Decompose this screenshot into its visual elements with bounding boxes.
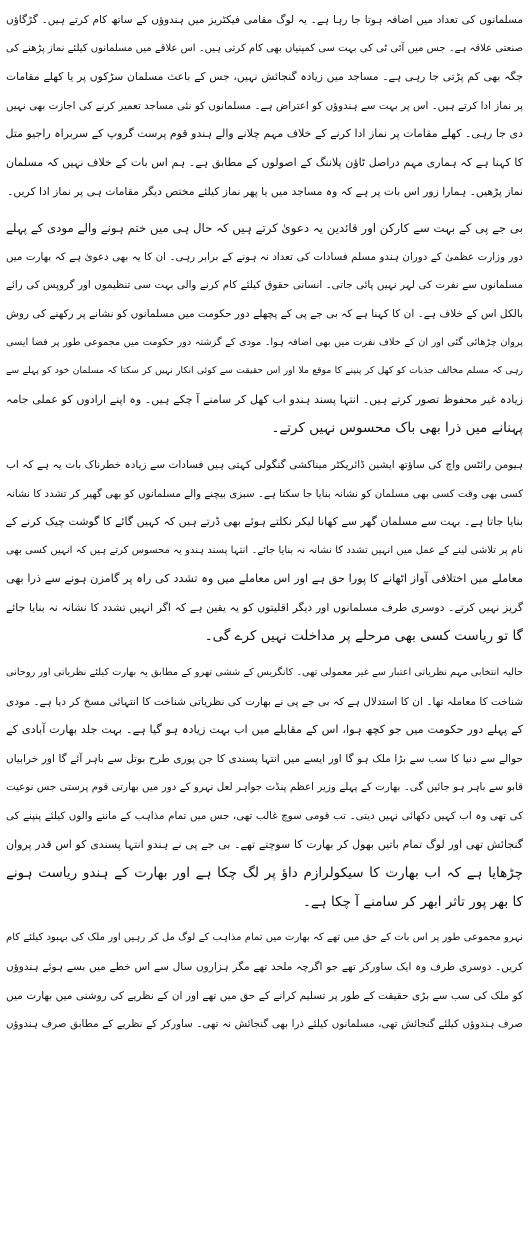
text-line: کو ملک کی سب سے بڑی حقیقت کے طور پر تسلیم کرانے کے حق میں تھے اور ان کے نظریے کی روشنی میں بھارت میں — [6, 989, 523, 1002]
text-line: حالیہ انتخابی مہم نظریاتی اعتبار سے غیر معمولی تھی۔ کانگریس کے ششی تھرو کے مطابق یہ بھارت کیلئے نظریاتی اور روحانی — [6, 667, 523, 679]
paragraph-2 — [6, 214, 523, 443]
paragraph-4 — [6, 659, 523, 916]
text-line: گنجائش تھی اور لوگ تمام باتیں بھول کر بھارت کا سوچتے تھے۔ بی جے پی نے ہندو انتہا پسندی کو اس قدر پروان — [6, 837, 523, 851]
text-line: کسی بھی وقت کسی بھی مسلمان کو نشانہ بنایا جا سکتا ہے۔ سبزی بیچنے والے مسلمانوں کو بھی گھیر کر تشدد کا نشانہ — [6, 487, 523, 500]
text-line: صرف ہندوؤں کیلئے گنجائش تھی، مسلمانوں کیلئے ذرا بھی گنجائش نہ تھی۔ ساورکر کے نظریے کے مطابق صرف ہندوؤں — [6, 1018, 523, 1031]
text-line: بالکل اس کے خلاف ہے۔ ان کا کہنا ہے کہ بی جے پی کے پچھلے دور حکومت میں مسلمانوں کو نشانے پر رکھنے کی روش — [6, 307, 523, 320]
text-line: دی جا رہی۔ کھلے مقامات پر نماز ادا کرنے کے خلاف مہم چلانے والے ہندو قوم پرست گروپ کے سربراہ راجیو متل — [6, 127, 523, 141]
paragraph-5 — [6, 924, 523, 1038]
text-line: کریں۔ دوسری طرف وہ ایک ساورکر تھے جو اگرچہ ملحد تھے مگر ہزاروں سال سے اس خطے میں بسے ہوئے ہندوؤں — [6, 961, 523, 973]
text-line: کا کہنا ہے کہ ہماری مہم دراصل ٹاؤن پلاننگ کے اصولوں کے مطابق ہے۔ ہم اس بات کے خلاف نہیں کہ مسلمان — [6, 155, 523, 169]
text-line: کے پہلے دور حکومت میں جو کچھ ہوا، اس کے مقابلے میں اب بہت زیادہ ہو گیا ہے۔ بہت جلد بھارت آبادی کے — [6, 723, 523, 737]
text-line: زیادہ غیر محفوظ تصور کرتے ہیں۔ انتہا پسند ہندو اب کھل کر سامنے آ چکے ہیں۔ وہ اپنے ارادوں کو عملی جامہ — [6, 392, 523, 406]
text-line: حوالے سے دنیا کا سب سے بڑا ملک ہو گا اور ایسے میں انتہا پسندی کا جن پوری طرح بوتل سے باہر آئے گا اور خرابیاں — [6, 752, 523, 765]
text-line: ہیومن رائٹس واچ کی ساؤتھ ایشین ڈائریکٹر میناکشی گنگولی کہتی ہیں فسادات سے زیادہ خطرناک بات یہ ہے کہ اب — [6, 458, 523, 471]
text-line: مسلمانوں کی تعداد میں اضافہ ہوتا جا رہا ہے۔ یہ لوگ مقامی فیکٹریز میں ہندوؤں کے ساتھ کام کرتے ہیں۔ گڑگاؤں — [6, 14, 523, 26]
text-line: رہی کہ مسلم مخالف جذبات کو کھل کر پنپنے کا موقع ملا اور اس حقیقت سے کوئی انکار نہیں کر سکتا کہ مسلمان خود کو پہلے سے — [6, 365, 523, 377]
text-line: گا تو ریاست کسی بھی مرحلے پر مداخلت نہیں کرے گی۔ — [204, 628, 523, 645]
text-line: گریز نہیں کرتے۔ دوسری طرف مسلمانوں اور دیگر اقلیتوں کو یہ یقین ہے کہ اگر انہیں تشدد کا نشانہ نہ بنایا جائے — [6, 600, 523, 614]
text-line: کی تھی وہ اب کہیں دکھائی نہیں دیتی۔ تب قومی سوچ غالب تھی، جس میں تمام مذاہب کے ماننے والوں کیلئے پنپنے کی — [6, 810, 523, 823]
text-line: پہنانے میں ذرا بھی باک محسوس نہیں کرتے۔ — [271, 420, 523, 437]
text-line: بی جے پی کے بہت سے کارکن اور قائدین یہ دعویٰ کرتے ہیں کہ حال ہی میں ختم ہونے والے مودی کے پہلے — [6, 221, 523, 236]
text-line: چڑھایا ہے کہ اب بھارت کا سیکولرازم داؤ پر لگ چکا ہے اور بھارت کے ہندو ریاست ہونے — [6, 865, 523, 882]
text-line: بنایا جاتا ہے۔ بہت سے مسلمان گھر سے کھانا لیکر نکلتے ہوئے بھی ڈرتے ہیں کہ کہیں گائے کا گوشت چیک کرنے کے — [6, 515, 523, 529]
text-line: مسلمانوں سے نفرت کی لہر نہیں پائی جاتی۔ انسانی حقوق کیلئے کام کرنے والی بہت سی تنظیموں اور گروپس کی رائے — [6, 279, 523, 292]
text-line: شناخت کا معاملہ تھا۔ ان کا استدلال ہے کہ بی جے پی نے بھارت کی نظریاتی شناخت کا انتہائی مسخ کر دیا ہے۔ مودی — [6, 695, 523, 708]
paragraph-1 — [6, 6, 523, 206]
text-line: نام پر تلاشی لینے کے عمل میں انہیں تشدد کا نشانہ نہ بنایا جائے۔ انتہا پسند ہندو یہ محسوس کرتے ہیں کہ انہیں کسی بھی — [6, 544, 523, 556]
paragraph-3 — [6, 451, 523, 651]
text-line: دور وزارت عظمیٰ کے دوران ہندو مسلم فسادات کی تعداد نہ ہونے کے برابر رہی۔ ان کا یہ بھی دعویٰ ہے کہ بھارت میں — [6, 250, 523, 263]
text-line: کا بھر پور تاثر ابھر کر سامنے آ چکا ہے۔ — [302, 893, 523, 910]
text-line: معاملے میں اختلافی آواز اٹھانے کا پورا حق ہے اور اس معاملے میں وہ تشدد کی راہ پر گامزن ہونے سے ذرا بھی — [6, 572, 523, 586]
text-line: قابو سے باہر ہو جائیں گی۔ بھارت کے پہلے وزیر اعظم پنڈت جواہر لعل نہرو کے دور میں بھارتی قوم پرستی جس نوعیت — [6, 781, 523, 794]
text-line: صنعتی علاقہ ہے۔ جس میں آئی ٹی کی بہت سی کمپنیاں بھی کام کرتی ہیں۔ اس علاقے میں مسلمانوں کیلئے نماز پڑھنے کی — [6, 42, 523, 54]
text-line: پر نماز ادا کرتے ہیں۔ اس پر بہت سے ہندوؤں کو اعتراض ہے۔ مسلمانوں کو نئی مساجد تعمیر کرنے کی اجازت بھی نہیں — [6, 99, 523, 112]
text-line: پروان چڑھائی گئی اور ان کے خلاف نفرت میں بھی اضافہ ہوا۔ مودی کے گزشتہ دور حکومت میں مجموعی طور پر فضا ایسی — [6, 336, 523, 348]
text-line: نماز پڑھیں۔ ہمارا زور اس بات پر ہے کہ وہ مساجد میں یا پھر نماز کیلئے مختص دیگر مقامات ہی پر نماز ادا کریں۔ — [7, 184, 523, 198]
text-line: جگہ بھی کم پڑتی جا رہی ہے۔ مساجد میں زیادہ گنجائش نہیں، جس کے باعث مسلمان سڑکوں پر یا کھلے مقامات — [6, 70, 523, 84]
text-line: نہرو مجموعی طور پر اس بات کے حق میں تھے کہ بھارت میں تمام مذاہب کے لوگ مل کر رہیں اور ملک کی بہبود کیلئے کام — [6, 932, 523, 944]
